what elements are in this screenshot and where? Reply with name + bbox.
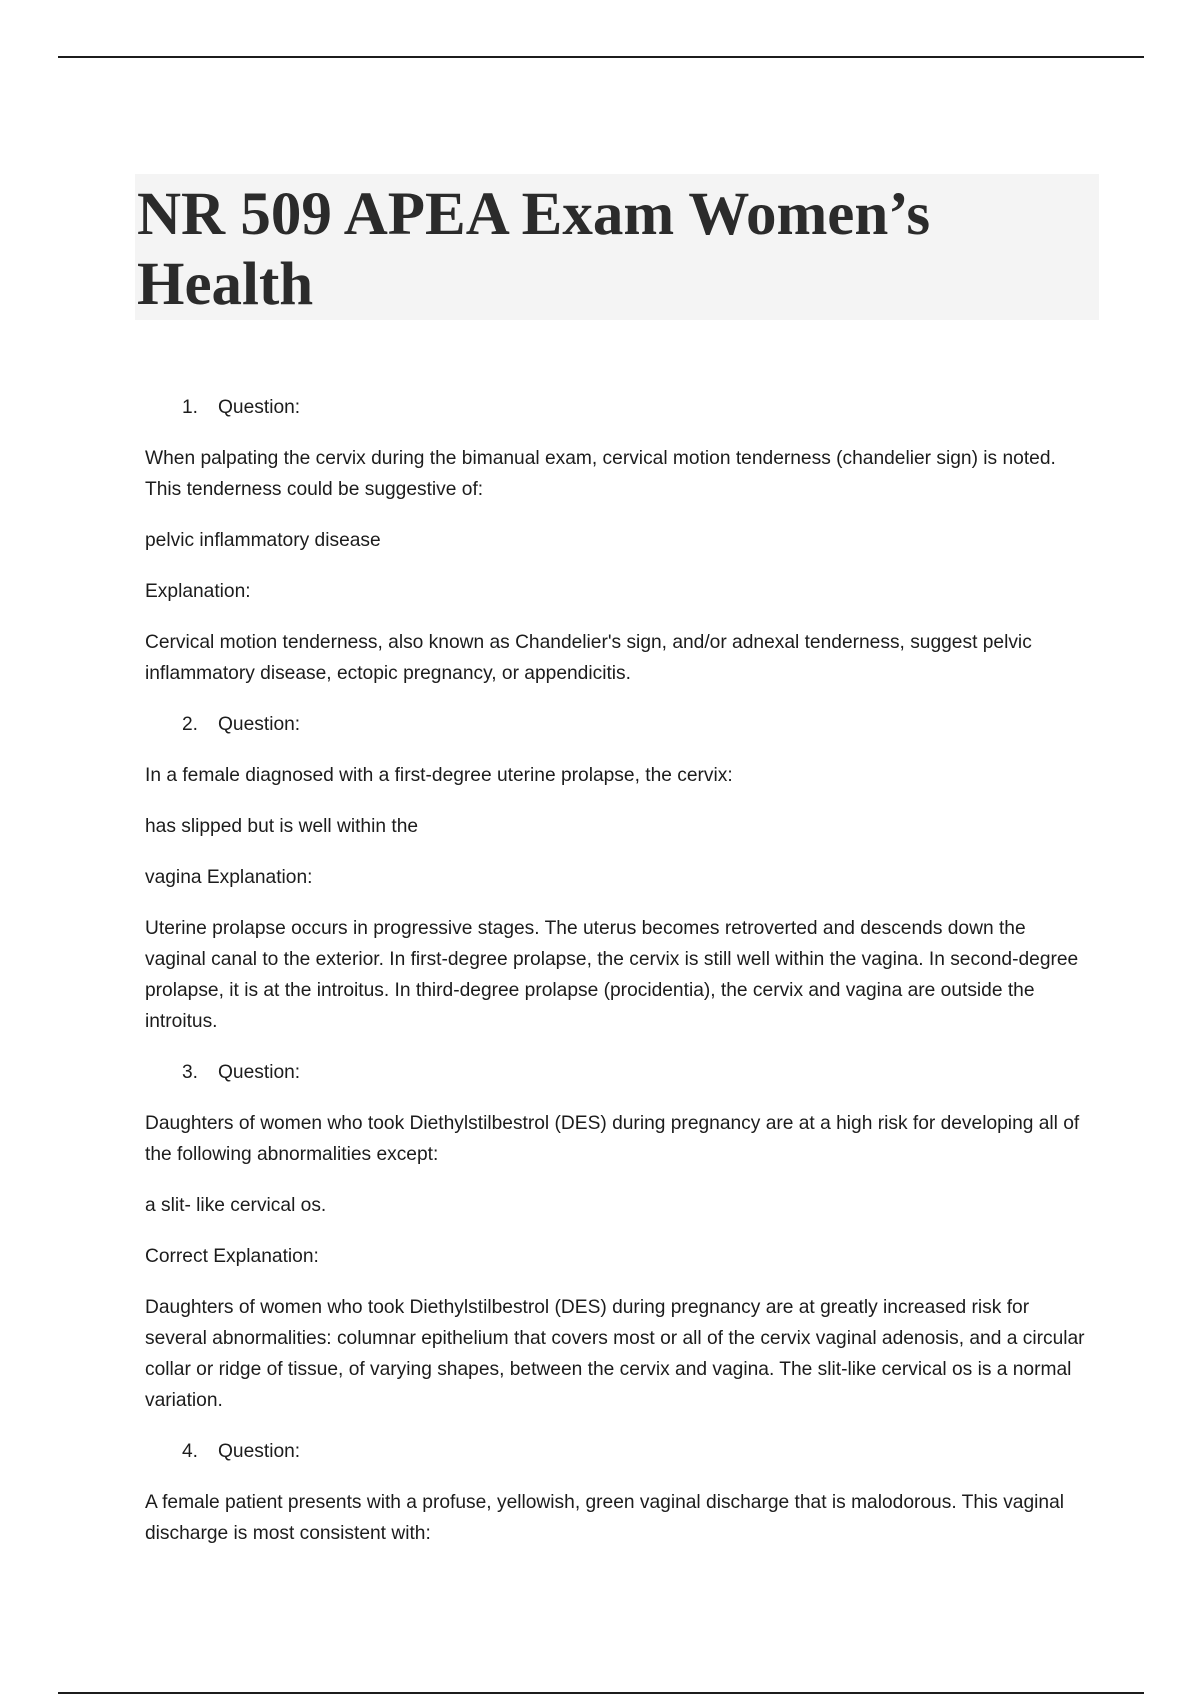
question-heading [145, 1057, 1090, 1088]
answer-text: pelvic inflammatory disease [145, 530, 381, 551]
explanation-text: Uterine prolapse occurs in progressive stages. The uterus becomes retroverted and descends down the vaginal canal to the exterior. In first-degree prolapse, the cervix is still well within the vagina. In second-degree prolapse, it is at the introitus. In third-degree prolapse (procidentia), the cervix and vagina are outside the introitus. [145, 918, 1079, 1032]
question-label: Question: [218, 714, 301, 735]
document-body [145, 392, 1090, 1569]
question-label: Question: [218, 1441, 301, 1462]
question-label: Question: [218, 397, 301, 418]
bottom-rule [58, 1692, 1144, 1694]
question-number: 3. [182, 1062, 199, 1083]
title-block [135, 174, 1099, 320]
document-title: NR 509 APEA Exam Women’s Health [137, 181, 931, 318]
question-heading [145, 1436, 1090, 1467]
answer-text: has slipped but is well within the [145, 816, 419, 837]
explanation-label: Explanation: [145, 581, 251, 602]
question-number: 1. [182, 397, 199, 418]
explanation-label: vagina Explanation: [145, 867, 313, 888]
top-rule [58, 56, 1144, 58]
answer-text: a slit- like cervical os. [145, 1195, 327, 1216]
question-label: Question: [218, 1062, 301, 1083]
explanation-text: Daughters of women who took Diethylstilbestrol (DES) during pregnancy are at greatly increased risk for several abnormalities: columnar epithelium that covers most or all of the cervix vaginal adenosis, and a circular collar or ridge of tissue, of varying shapes, between the cervix and vagina. The slit-like cervical os is a normal variation. [145, 1297, 1085, 1411]
question-number: 4. [182, 1441, 199, 1462]
question-heading [145, 709, 1090, 740]
question-text: A female patient presents with a profuse, yellowish, green vaginal discharge that is malodorous. This vaginal discharge is most consistent with: [145, 1492, 1065, 1544]
question-text: In a female diagnosed with a first-degree uterine prolapse, the cervix: [145, 765, 733, 786]
question-text: When palpating the cervix during the bimanual exam, cervical motion tenderness (chandelier sign) is noted. This tenderness could be suggestive of: [145, 448, 1056, 500]
question-text: Daughters of women who took Diethylstilbestrol (DES) during pregnancy are at a high risk for developing all of the following abnormalities except: [145, 1113, 1080, 1165]
explanation-text: Cervical motion tenderness, also known as Chandelier's sign, and/or adnexal tenderness, suggest pelvic inflammatory disease, ectopic pregnancy, or appendicitis. [145, 632, 1032, 684]
question-number: 2. [182, 714, 199, 735]
explanation-label: Correct Explanation: [145, 1246, 319, 1267]
question-heading [145, 392, 1090, 423]
